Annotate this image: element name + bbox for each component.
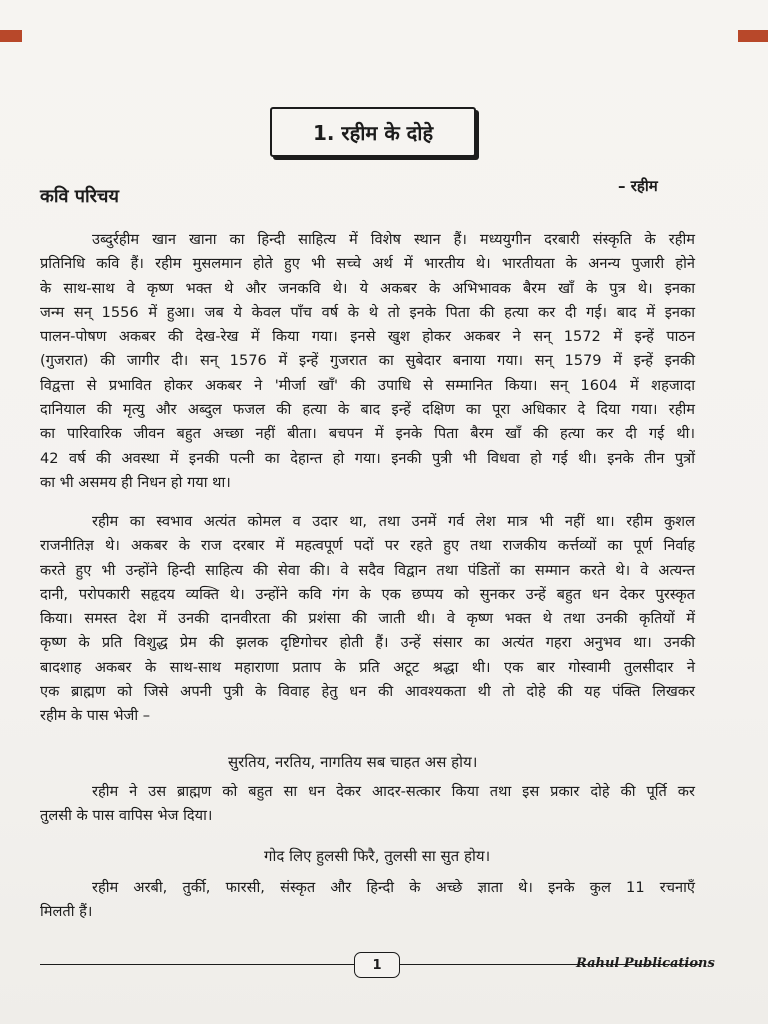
text-line: 42 वर्ष की अवस्था में इनकी पत्नी का देहान्त हो गया। इनकी पुत्री भी विधवा हो गई थी। इनके तीन पुत्रों bbox=[40, 449, 695, 467]
text-line: तुलसी के पास वापिस भेज दिया। bbox=[40, 807, 213, 825]
text-line: उब्दुर्रहीम खान खाना का हिन्दी साहित्य में विशेष स्थान हैं। मध्ययुगीन दरबारी संस्कृति के रहीम bbox=[92, 231, 695, 248]
page-edge-tab-left bbox=[0, 30, 22, 42]
text-line: कृष्ण के प्रति विशुद्ध प्रेम की झलक दृष्टिगोचर होती हैं। उन्हें संसार का अत्यंत गहरा अनुभव था। उनकी bbox=[40, 634, 695, 652]
paragraph-4 bbox=[40, 876, 695, 925]
text-line: का पारिवारिक जीवन बहुत अच्छा नहीं बीता। बचपन में इनके पिता बैरम खाँ की हत्या कर दी गई थी। bbox=[40, 425, 695, 443]
text-line: किया। समस्त देश में उनकी दानवीरता की प्रशंसा की जाती थी। वे कृष्ण भक्त थे तथा उनकी कृतियों में bbox=[40, 610, 695, 628]
text-line: जन्म सन् 1556 में हुआ। जब ये केवल पाँच वर्ष के थे तो इनके पिता की हत्या कर दी गई। बाद में इनका bbox=[40, 303, 695, 321]
text-line: करते हुए भी उन्होंने हिन्दी साहित्य की सेवा की। वे सदैव विद्वान तथा पंडितों का सम्मान करते थे। वे अत्यन्त bbox=[40, 561, 695, 579]
publisher-name: Rahul Publications bbox=[576, 956, 715, 971]
text-line: रहीम अरबी, तुर्की, फारसी, संस्कृत और हिन्दी के अच्छे ज्ञाता थे। इनके कुल 11 रचनाएँ bbox=[92, 879, 695, 896]
text-line: (गुजरात) की जागीर दी। सन् 1576 में इन्हें गुजरात का सुबेदार बनाया गया। सन् 1579 में इन्हें इनकी bbox=[40, 352, 695, 370]
text-line: दानी, परोपकारी सहृदय व्यक्ति थे। उन्होंने कवि गंग के एक छप्पय को सुनकर उन्हें बहुत धन देकर पुरस्कृत bbox=[40, 585, 695, 603]
text-line: के साथ-साथ वे कृष्ण भक्त थे और जनकवि थे। ये अकबर के अभिभावक बैरम खाँ के पुत्र थे। इनका bbox=[40, 279, 695, 297]
section-heading: कवि परिचय bbox=[40, 186, 119, 207]
paragraph-2 bbox=[40, 510, 695, 729]
page-edge-tab-right bbox=[738, 30, 768, 42]
doha-line-1: सुरतिय, नरतिय, नागतिय सब चाहत अस होय। bbox=[228, 753, 478, 771]
chapter-title-box bbox=[270, 107, 476, 157]
text-line: दानियाल की मृत्यु और अब्दुल फजल की हत्या के बाद इन्हें दक्षिण का पूरा अधिकार दे दिया गया। रहीम bbox=[40, 401, 695, 419]
text-line: विद्वत्ता से प्रभावित होकर अकबर ने 'मीर्जा खाँ' की उपाधि से सम्मानित किया। सन् 1604 में शहजादा bbox=[40, 376, 695, 394]
text-line: रहीम ने उस ब्राह्मण को बहुत सा धन देकर आदर-सत्कार किया तथा इस प्रकार दोहे की पूर्ति कर bbox=[92, 783, 695, 800]
text-line: का भी असमय ही निधन हो गया था। bbox=[40, 473, 231, 491]
text-line: राजनीतिज्ञ थे। अकबर के राज दरबार में महत्वपूर्ण पदों पर रहते हुए तथा राजकीय कर्त्तव्यों का पूर्ण निर्वाह bbox=[40, 537, 695, 555]
text-line: प्रतिनिधि कवि हैं। रहीम मुसलमान होते हुए भी सच्चे अर्थ में भारतीय थे। भारतीयता के अनन्य पुजारी होने bbox=[40, 255, 695, 273]
text-line: रहीम का स्वभाव अत्यंत कोमल व उदार था, तथा उनमें गर्व लेश मात्र भी नहीं था। रहीम कुशल bbox=[92, 513, 695, 530]
text-line: रहीम के पास भेजी – bbox=[40, 707, 151, 725]
page-number: 1 bbox=[372, 957, 382, 973]
text-line: बादशाह अकबर के साथ-साथ महाराणा प्रताप के प्रति अटूट श्रद्धा थी। एक बार गोस्वामी तुलसीदार ने bbox=[40, 658, 695, 676]
doha-line-2: गोद लिए हुलसी फिरै, तुलसी सा सुत होय। bbox=[264, 847, 491, 865]
paragraph-1 bbox=[40, 228, 695, 495]
text-line: एक ब्राह्मण को जिसे अपनी पुत्री के विवाह हेतु धन की आवश्यकता थी तो दोहे की यह पंक्ति लिखकर bbox=[40, 683, 695, 701]
text-line: मिलती हैं। bbox=[40, 903, 93, 921]
paragraph-3 bbox=[40, 780, 695, 829]
page-number-badge bbox=[354, 952, 400, 978]
text-line: पालन-पोषण अकबर की देख-रेख में किया गया। इनसे खुश होकर अकबर ने सन् 1572 में इन्हें पाठन bbox=[40, 328, 695, 346]
author-name: – रहीम bbox=[618, 177, 658, 195]
chapter-title: 1. रहीम के दोहे bbox=[312, 120, 434, 145]
